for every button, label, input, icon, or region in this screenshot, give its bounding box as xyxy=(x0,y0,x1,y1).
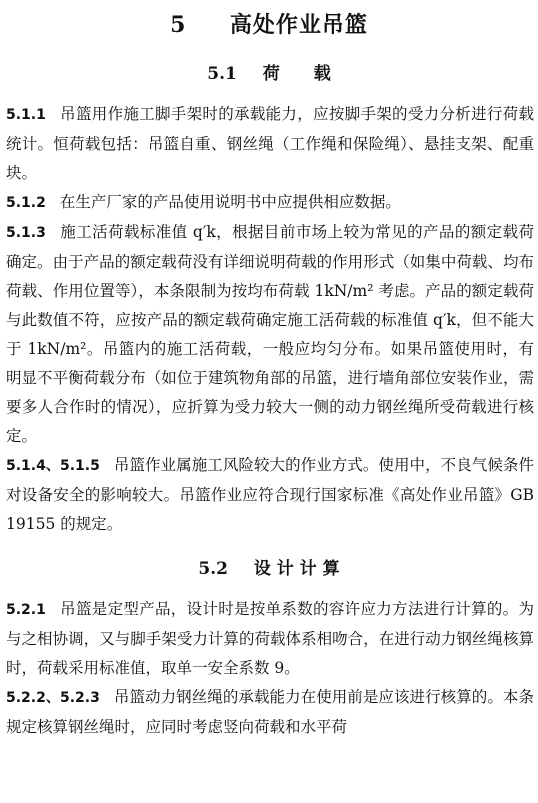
clause xyxy=(6,100,534,188)
clause-number: 5.1.1 xyxy=(6,107,46,123)
clause-list xyxy=(0,100,538,539)
section-number: 5.1 xyxy=(207,64,237,84)
clause-number: 5.2.1 xyxy=(6,602,46,618)
clause xyxy=(6,683,534,742)
clause xyxy=(6,218,534,451)
section-title xyxy=(0,62,538,86)
clause-number: 5.2.2、5.2.3 xyxy=(6,690,100,706)
clause-text: 在生产厂家的产品使用说明书中应提供相应数据。 xyxy=(59,193,401,211)
clause-number: 5.1.2 xyxy=(6,195,46,211)
chapter-title-text: 高处作业吊篮 xyxy=(229,12,368,38)
clause-number: 5.1.4、5.1.5 xyxy=(6,458,100,474)
clause-list xyxy=(0,595,538,742)
clause xyxy=(6,595,534,683)
section-title xyxy=(0,557,538,581)
clause-text: 吊篮作业属施工风险较大的作业方式。使用中，不良气候条件对设备安全的影响较大。吊篮作业应符合现行国家标准《高处作业吊篮》GB 19155 的规定。 xyxy=(6,456,534,533)
clause-text: 吊篮是定型产品，设计时是按单系数的容许应力方法进行计算的。为与之相协调，又与脚手架受力计算的荷载体系相吻合，在进行动力钢丝绳核算时，荷载采用标准值，取单一安全系数 9。 xyxy=(6,600,534,677)
clause-text: 施工活荷载标准值 q′k，根据目前市场上较为常见的产品的额定载荷确定。由于产品的额定载荷没有详细说明荷载的作用形式（如集中荷载、均布荷载、作用位置等），本条限制为按均布荷载 1kN/m² 考虑。产品的额定载荷与此数值不符，应按产品的额定载荷确定施工活荷载的标准值 q′k，但不能大于 1kN/m²。吊篮内的施工活荷载，一般应均匀分布。如果吊篮使用时，有明显不平衡荷载分布（如位于建筑物角部的吊篮，进行墙角部位安装作业，需要多人合作时的情况），应折算为受力较大一侧的动力钢丝绳所受荷载进行核定。 xyxy=(6,223,534,445)
chapter-number: 5 xyxy=(170,12,187,38)
clause-text: 吊篮动力钢丝绳的承载能力在使用前是应该进行核算的。本条规定核算钢丝绳时，应同时考虑竖向荷载和水平荷 xyxy=(6,688,534,736)
section-number: 5.2 xyxy=(198,559,228,579)
chapter-title xyxy=(0,0,538,42)
clause-text: 吊篮用作施工脚手架时的承载能力，应按脚手架的受力分析进行荷载统计。恒荷载包括：吊篮自重、钢丝绳（工作绳和保险绳）、悬挂支架、配重块。 xyxy=(6,105,534,182)
clause xyxy=(6,188,534,218)
section-title-text: 设 计 计 算 xyxy=(253,559,340,579)
clause xyxy=(6,451,534,539)
clause-number: 5.1.3 xyxy=(6,225,46,241)
section-title-text: 荷 载 xyxy=(262,64,331,84)
